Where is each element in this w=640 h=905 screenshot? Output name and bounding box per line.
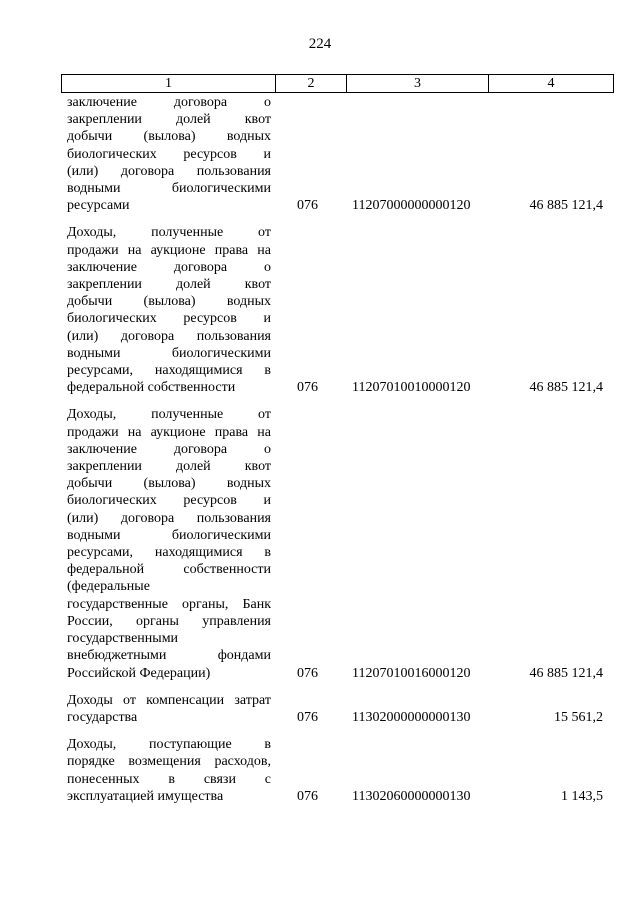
description-line: добычи (вылова) водных	[67, 476, 271, 492]
description-line: ресурсами	[67, 198, 130, 214]
row-description	[67, 406, 271, 681]
description-line: продажи на аукционе права на	[67, 242, 271, 258]
header-col-3: 3	[346, 75, 488, 92]
budget-classification-code: 11302000000000130	[352, 709, 471, 725]
description-line: Доходы от компенсации затрат	[67, 692, 271, 708]
description-line: заключение договора о	[67, 95, 271, 110]
description-line: заключение договора о	[67, 259, 271, 275]
description-line: добычи (вылова) водных	[67, 294, 271, 310]
description-line: (или) договора пользования	[67, 328, 271, 344]
table-row	[67, 94, 607, 214]
description-line: ресурсами, находящимися в	[67, 363, 271, 379]
description-line: закреплении долей квот	[67, 277, 271, 293]
description-line: Доходы, полученные от	[67, 407, 271, 423]
admin-code: 076	[297, 198, 318, 214]
description-line: биологических ресурсов и	[67, 493, 271, 509]
budget-classification-code: 11207000000000120	[352, 198, 471, 214]
description-line: (или) договора пользования	[67, 163, 271, 179]
amount: 1 143,5	[561, 788, 603, 804]
description-line: закреплении долей квот	[67, 112, 271, 128]
table-row	[67, 406, 607, 681]
header-col-1: 1	[165, 76, 172, 91]
description-line: порядке возмещения расходов,	[67, 754, 271, 770]
description-line: водными биологическими	[67, 527, 271, 543]
description-line: водными биологическими	[67, 181, 271, 197]
row-description	[67, 736, 271, 805]
admin-code: 076	[297, 709, 318, 725]
description-line: Российской Федерации)	[67, 665, 211, 681]
description-line: понесенных в связи с	[67, 771, 271, 787]
description-line: федеральной собственности	[67, 380, 236, 396]
description-line: России, органы управления	[67, 613, 271, 629]
page-number: 224	[308, 36, 332, 52]
description-line: (или) договора пользования	[67, 510, 271, 526]
description-line: (федеральные	[67, 579, 150, 595]
description-line: государственные органы, Банк	[67, 596, 271, 612]
amount: 46 885 121,4	[529, 665, 603, 681]
description-line: Доходы, полученные от	[67, 225, 271, 241]
admin-code: 076	[297, 665, 318, 681]
admin-code: 076	[297, 788, 318, 804]
description-line: биологических ресурсов и	[67, 146, 271, 162]
table-row	[67, 692, 607, 726]
amount: 15 561,2	[554, 709, 603, 725]
table-row	[67, 224, 607, 396]
admin-code: 076	[297, 380, 318, 396]
description-line: продажи на аукционе права на	[67, 424, 271, 440]
description-line: эксплуатацией имущества	[67, 788, 224, 804]
amount: 46 885 121,4	[529, 198, 603, 214]
description-line: закреплении долей квот	[67, 459, 271, 475]
description-line: добычи (вылова) водных	[67, 129, 271, 145]
description-line: водными биологическими	[67, 345, 271, 361]
description-line: федеральной собственности	[67, 562, 271, 578]
description-line: внебюджетными фондами	[67, 648, 271, 664]
header-col-4: 4	[488, 75, 613, 92]
description-line: государства	[67, 709, 138, 725]
description-line: государственными	[67, 631, 179, 647]
row-description	[67, 692, 271, 726]
row-description	[67, 94, 271, 214]
budget-classification-code: 11207010010000120	[352, 380, 471, 396]
budget-classification-code: 11302060000000130	[352, 788, 471, 804]
table-row	[67, 736, 607, 805]
budget-classification-code: 11207010016000120	[352, 665, 471, 681]
description-line: биологических ресурсов и	[67, 311, 271, 327]
table-header	[61, 74, 614, 93]
header-col-2: 2	[275, 75, 346, 92]
amount: 46 885 121,4	[529, 380, 603, 396]
description-line: ресурсами, находящимися в	[67, 545, 271, 561]
row-description	[67, 224, 271, 396]
table-body	[67, 94, 607, 805]
description-line: заключение договора о	[67, 441, 271, 457]
description-line: Доходы, поступающие в	[67, 737, 271, 753]
